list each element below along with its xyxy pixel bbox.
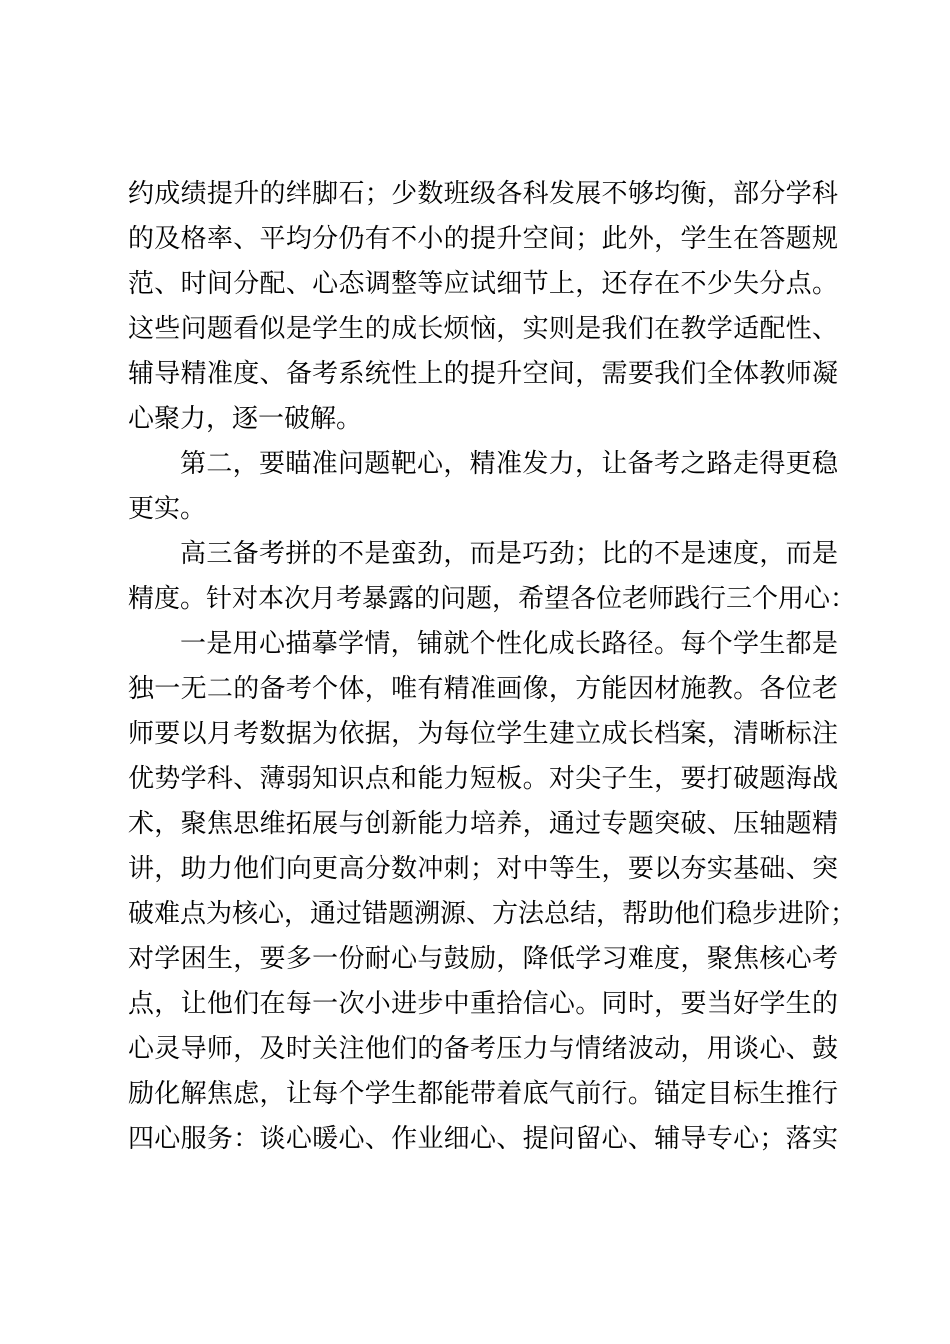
text-line: 励化解焦虑，让每个学生都能带着底气前行。锚定目标生推行 xyxy=(128,1079,838,1109)
text-line: 心灵导师，及时关注他们的备考压力与情绪波动，用谈心、鼓 xyxy=(128,1034,838,1064)
text-line: 师要以月考数据为依据，为每位学生建立成长档案，清晰标注 xyxy=(128,719,838,749)
text-line: 范、时间分配、心态调整等应试细节上，还存在不少失分点。 xyxy=(128,269,838,299)
text-line: 四心服务：谈心暖心、作业细心、提问留心、辅导专心；落实 xyxy=(128,1124,838,1154)
text-line: 术，聚焦思维拓展与创新能力培养，通过专题突破、压轴题精 xyxy=(128,809,838,839)
text-line: 约成绩提升的绊脚石；少数班级各科发展不够均衡，部分学科 xyxy=(128,179,838,209)
text-line: 讲，助力他们向更高分数冲刺；对中等生，要以夯实基础、突 xyxy=(128,854,838,884)
text-line: 高三备考拼的不是蛮劲，而是巧劲；比的不是速度，而是 xyxy=(180,539,838,569)
text-line: 对学困生，要多一份耐心与鼓励，降低学习难度，聚焦核心考 xyxy=(128,944,838,974)
text-line: 更实。 xyxy=(128,494,207,524)
body-text xyxy=(128,172,857,1162)
text-line: 点，让他们在每一次小进步中重拾信心。同时，要当好学生的 xyxy=(128,989,838,1019)
text-line: 破难点为核心，通过错题溯源、方法总结，帮助他们稳步进阶； xyxy=(128,899,857,929)
text-line: 这些问题看似是学生的成长烦恼，实则是我们在教学适配性、 xyxy=(128,314,838,344)
text-line: 第二，要瞄准问题靶心，精准发力，让备考之路走得更稳 xyxy=(180,449,838,479)
text-line: 精度。针对本次月考暴露的问题，希望各位老师践行三个用心： xyxy=(128,584,857,614)
text-line: 辅导精准度、备考系统性上的提升空间，需要我们全体教师凝 xyxy=(128,359,838,389)
text-line: 一是用心描摹学情，铺就个性化成长路径。每个学生都是 xyxy=(180,629,838,659)
text-line: 的及格率、平均分仍有不小的提升空间；此外，学生在答题规 xyxy=(128,224,838,254)
text-line: 优势学科、薄弱知识点和能力短板。对尖子生，要打破题海战 xyxy=(128,764,838,794)
text-line: 心聚力，逐一破解。 xyxy=(128,404,363,434)
text-line: 独一无二的备考个体，唯有精准画像，方能因材施教。各位老 xyxy=(128,674,838,704)
